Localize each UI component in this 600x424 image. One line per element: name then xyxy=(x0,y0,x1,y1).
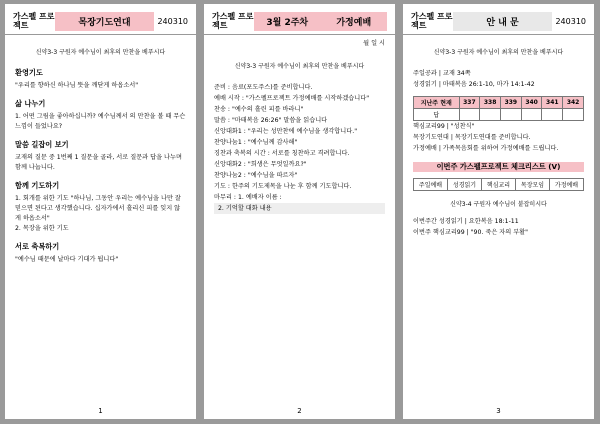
section-heading: 서로 축복하기 xyxy=(15,242,60,251)
table-header: 340 xyxy=(521,97,542,109)
check-col[interactable]: 핵심교리 xyxy=(482,179,516,191)
table-cell xyxy=(521,109,542,121)
section-tag: 안 내 문 xyxy=(453,12,552,31)
reading-table xyxy=(413,96,584,121)
panel-header xyxy=(5,8,196,35)
section-text: 1. 회개를 위한 기도 "하나님, 그동안 우리는 예수님을 나만 잘 믿으면 된다고 생각했습니다. 십자가에서 흘리신 피를 잊지 않게 하옵소서" xyxy=(15,195,181,222)
check-col[interactable]: 주일예배 xyxy=(414,179,448,191)
lesson-title: 신약3-3 구원자 예수님이 최후의 만찬을 베푸시다 xyxy=(35,49,166,56)
table-header: 338 xyxy=(480,97,501,109)
checklist-table xyxy=(413,178,584,191)
page-panel-1 xyxy=(5,4,196,419)
next-lesson-title: 신약3-4 구원자 예수님이 붙잡히시다 xyxy=(450,201,547,208)
logo: 가스펠 프로젝트 xyxy=(212,12,254,30)
check-col[interactable]: 가정예배 xyxy=(550,179,584,191)
worship-step: 찬양나눔1 : "예수님께 감사해" xyxy=(214,139,298,146)
section-text: 교재의 질문 중 1번째 1 질문을 골라, 서로 질문과 답을 나누며 함께 나눕니다. xyxy=(15,154,182,171)
date-label: 240310 xyxy=(555,16,586,26)
worship-step: 말씀 : "마태복음 26:26" 말씀을 읽습니다 xyxy=(214,117,328,124)
notice-item: 핵심교리99 | "성찬식" xyxy=(413,123,475,130)
worship-step: 예배 시작 : "가스펠프로젝트 가정예배를 시작하겠습니다" xyxy=(214,95,370,102)
table-header: 342 xyxy=(563,97,584,109)
notice-item: 이번주 핵심교리99 | "90. 죽은 자의 부활" xyxy=(413,229,528,236)
section-tag: 목장기도연대 xyxy=(55,12,154,31)
section-heading: 삶 나누기 xyxy=(15,99,46,108)
worship-step: 신앙대화1 : "우리는 성만찬에 예수님을 생각합니다." xyxy=(214,128,358,135)
notice-item: 이번주간 성경읽기 | 요한복음 18:1-11 xyxy=(413,218,519,225)
section-text: "예수님 때문에 날마다 기대가 됩니다" xyxy=(15,256,119,263)
table-header: 337 xyxy=(459,97,480,109)
panel-header xyxy=(204,8,395,35)
table-cell xyxy=(459,109,480,121)
logo: 가스펠 프로젝트 xyxy=(13,12,55,30)
section-heading: 함께 기도하기 xyxy=(15,181,60,190)
worship-step: 마무리 : 1. 예배자 이름 : xyxy=(214,194,282,201)
table-header: 지난주 현재 xyxy=(414,97,460,109)
page-number: 2 xyxy=(297,407,302,415)
table-cell: 답 xyxy=(414,109,460,121)
table-cell xyxy=(563,109,584,121)
worship-step: 2. 기억할 대화 내용 xyxy=(214,203,385,214)
notice-item: 주일공과 | 교재 34쪽 xyxy=(413,70,471,77)
worship-step: 신앙대화2 : "희생은 무엇일까요?" xyxy=(214,161,307,168)
section-text: 1. 어떤 그림을 좋아하십니까? 예수님께서 의 만찬을 볼 때 무슨 느낌이 들었나요? xyxy=(15,113,186,130)
table-cell xyxy=(500,109,521,121)
section-tag: 3월 2주차 xyxy=(254,12,321,31)
checklist-title: 이번주 가스펠프로젝트 체크리스트 (V) xyxy=(413,162,584,172)
table-header: 339 xyxy=(500,97,521,109)
date-label: 월 일 시 xyxy=(363,40,385,47)
notice-item: 가정예배 | 가족목음회를 위하여 가정예배를 드립니다. xyxy=(413,145,559,152)
page-number: 1 xyxy=(98,407,103,415)
section-tag-2: 가정예배 xyxy=(321,12,388,31)
panel-header xyxy=(403,8,594,35)
check-col[interactable]: 목장모임 xyxy=(516,179,550,191)
notice-item: 목장기도연대 | 목장기도연대를 준비합니다. xyxy=(413,134,531,141)
worship-step: 찬송 : "예수의 흘린 피를 바라니" xyxy=(214,106,304,113)
section-text: 2. 목장을 위한 기도 xyxy=(15,225,69,232)
date-label: 240310 xyxy=(157,16,188,26)
worship-step: 기도 : 한주의 기도제목을 나눈 후 함께 기도합니다. xyxy=(214,183,352,190)
notice-item: 성경읽기 | 마태복음 26:1-10, 마가 14:1-42 xyxy=(413,81,535,88)
lesson-title: 신약3-3 구원자 예수님이 최후의 만찬을 베푸시다 xyxy=(433,49,564,56)
table-cell xyxy=(542,109,563,121)
table-cell xyxy=(480,109,501,121)
worship-step: 찬양나눔2 : "예수님을 따르자" xyxy=(214,172,298,179)
page-number: 3 xyxy=(496,407,501,415)
worship-step: 징찬과 축복의 시간 : 서로를 칭찬하고 격려합니다. xyxy=(214,150,350,157)
section-heading: 환영기도 xyxy=(15,68,43,77)
section-text: "우리를 향하신 하나님 뜻을 깨닫게 하옵소서" xyxy=(15,82,139,89)
page-panel-3 xyxy=(403,4,594,419)
page-panel-2 xyxy=(204,4,395,419)
check-col[interactable]: 성경읽기 xyxy=(448,179,482,191)
section-heading: 말씀 길잡이 보기 xyxy=(15,140,69,149)
worship-step: 준비 : 음료(포도주스)를 준비합니다. xyxy=(214,84,313,91)
lesson-title: 신약3-3 구원자 예수님이 최후의 만찬을 베푸시다 xyxy=(234,63,365,70)
logo: 가스펠 프로젝트 xyxy=(411,12,453,30)
table-header: 341 xyxy=(542,97,563,109)
